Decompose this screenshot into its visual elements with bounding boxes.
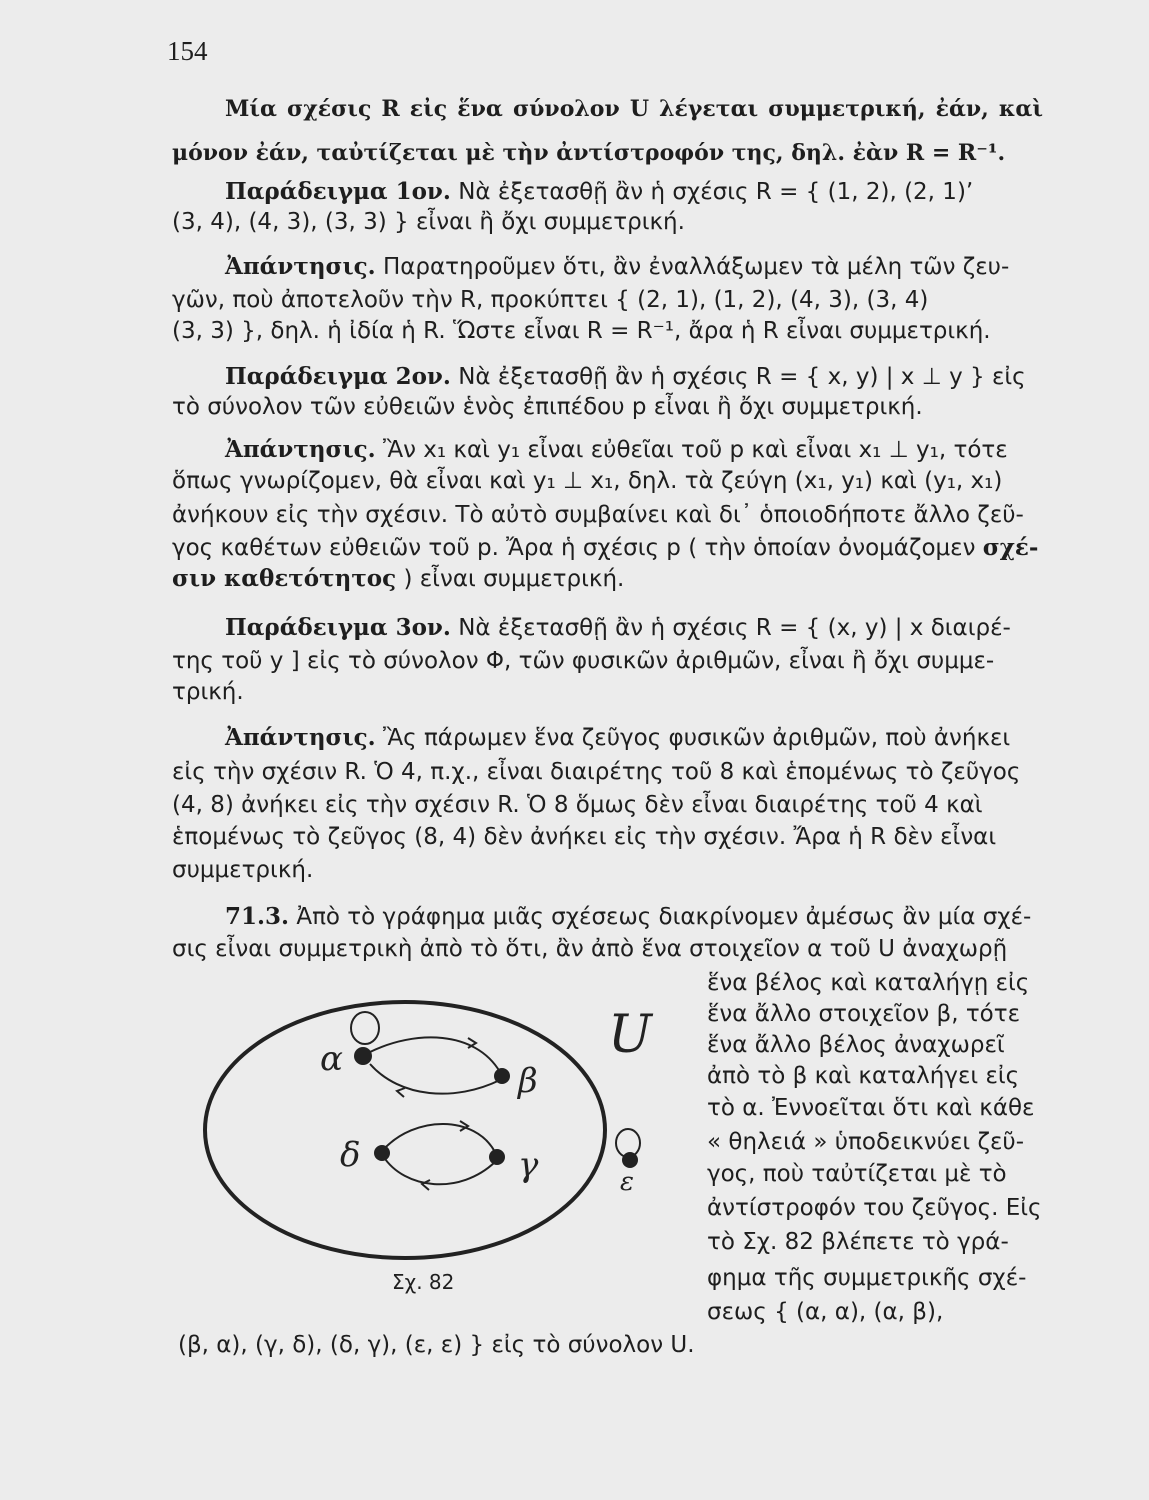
node-delta xyxy=(374,1145,390,1161)
example-1-answer-line-2: γῶν, ποὺ ἀποτελοῦν τὴν R, προκύπτει { (2, 1), (1, 2), (4, 3), (3, 4) xyxy=(172,287,929,313)
example-3-answer-text-1: Ἂς πάρωμεν ἕνα ζεῦγος φυσικῶν ἀριθμῶν, ποὺ ἀνήκει xyxy=(382,725,1011,751)
example-3-line-1 xyxy=(225,613,1043,643)
example-1-line-1 xyxy=(225,177,1043,207)
example-3-line-2: της τοῦ y ] εἰς τὸ σύνολον Φ, τῶν φυσικῶν ἀριθμῶν, εἶναι ἢ ὄχι συμμε- xyxy=(172,648,995,674)
label-alpha: α xyxy=(320,1039,343,1079)
section-col-line: γος, ποὺ ταὐτίζεται μὲ τὸ xyxy=(707,1161,1007,1187)
example-2-answer-text-4a: γος καθέτων εὐθειῶν τοῦ p. Ἄρα ἡ σχέσις p ( τὴν ὁποίαν ὀνομάζομεν xyxy=(172,535,976,561)
example-2-answer-line-1 xyxy=(225,435,1043,465)
arrow-alpha-beta xyxy=(370,1037,500,1072)
example-2-line-1 xyxy=(225,362,1043,392)
example-1-answer-heading: Ἀπάντησις. xyxy=(225,253,376,280)
example-3-answer-heading: Ἀπάντησις. xyxy=(225,724,376,751)
example-2-answer-text-4b: σχέ- xyxy=(982,534,1039,561)
node-gamma xyxy=(489,1149,505,1165)
node-beta xyxy=(494,1068,510,1084)
example-2-text-1: Νὰ ἐξετασθῇ ἂν ἡ σχέσις R = { x, y) | x ⊥ y } εἰς xyxy=(458,364,1026,390)
example-1-answer-text-1: Παρατηροῦμεν ὅτι, ἂν ἐναλλάξωμεν τὰ μέλη τῶν ζευ- xyxy=(382,254,1010,280)
example-2-answer-text-5b: ) εἶναι συμμετρική. xyxy=(403,566,625,592)
section-col-line: ἀντίστροφόν του ζεῦγος. Εἰς xyxy=(707,1195,1042,1221)
arrow-gamma-delta xyxy=(383,1156,495,1184)
example-2-answer-heading: Ἀπάντησις. xyxy=(225,436,376,463)
section-last-line: (β, α), (γ, δ), (δ, γ), (ε, ε) } εἰς τὸ σύνολον U. xyxy=(178,1332,695,1358)
node-alpha xyxy=(354,1047,372,1065)
example-2-answer-line-2: ὅπως γνωρίζομεν, θὰ εἶναι καὶ y₁ ⊥ x₁, δηλ. τὰ ζεύγη (x₁, y₁) καὶ (y₁, x₁) xyxy=(172,468,1003,494)
example-2-heading: Παράδειγμα 2ον. xyxy=(225,363,451,390)
example-2-line-2: τὸ σύνολον τῶν εὐθειῶν ἑνὸς ἐπιπέδου p εἶναι ἢ ὄχι συμμετρική. xyxy=(172,394,923,420)
definition-line-2: μόνον ἐάν, ταὐτίζεται μὲ τὴν ἀντίστροφόν της, δηλ. ἐὰν R = R⁻¹. xyxy=(172,140,1006,166)
example-2-answer-line-4 xyxy=(172,533,1043,563)
arrow-head xyxy=(397,1088,405,1097)
section-col-line: ἕνα ἄλλο στοιχεῖον β, τότε xyxy=(707,1001,1021,1027)
arrow-beta-alpha xyxy=(370,1064,500,1094)
section-col-line: ἕνα βέλος καὶ καταλήγῃ εἰς xyxy=(707,970,1030,996)
example-3-answer-line-1 xyxy=(225,723,1043,753)
example-3-heading: Παράδειγμα 3ον. xyxy=(225,614,451,641)
example-1-heading: Παράδειγμα 1ον. xyxy=(225,178,451,205)
example-2-answer-text-1: Ἂν x₁ καὶ y₁ εἶναι εὐθεῖαι τοῦ p καὶ εἶναι x₁ ⊥ y₁, τότε xyxy=(382,437,1008,463)
example-1-text-1: Νὰ ἐξετασθῇ ἂν ἡ σχέσις R = { (1, 2), (2, 1)ʼ xyxy=(458,179,974,205)
example-1-answer-line-3: (3, 3) }, δηλ. ἡ ἰδία ἡ R. Ὥστε εἶναι R = R⁻¹, ἄρα ἡ R εἶναι συμμετρική. xyxy=(172,318,991,344)
relation-graph-figure xyxy=(200,990,680,1260)
section-col-line: φημα τῆς συμμετρικῆς σχέ- xyxy=(707,1265,1027,1291)
section-line-2: σις εἶναι συμμετρικὴ ἀπὸ τὸ ὅτι, ἂν ἀπὸ ἕνα στοιχεῖον α τοῦ U ἀναχωρῇ xyxy=(172,936,1008,962)
page-number: 154 xyxy=(167,36,208,66)
example-3-line-3: τρική. xyxy=(172,679,244,705)
example-3-answer-line-5: συμμετρική. xyxy=(172,857,314,883)
section-col-line: ἀπὸ τὸ β καὶ καταλήγει εἰς xyxy=(707,1063,1020,1089)
figure-caption: Σχ. 82 xyxy=(392,1270,455,1294)
example-2-answer-line-5 xyxy=(172,564,1043,594)
example-1-line-2: (3, 4), (4, 3), (3, 3) } εἶναι ἢ ὄχι συμμετρική. xyxy=(172,209,685,235)
example-3-text-1: Νὰ ἐξετασθῇ ἂν ἡ σχέσις R = { (x, y) | x διαιρέ- xyxy=(458,615,1011,641)
example-3-answer-line-3: (4, 8) ἀνήκει εἰς τὴν σχέσιν R. Ὁ 8 ὅμως δὲν εἶναι διαιρέτης τοῦ 4 καὶ xyxy=(172,792,983,818)
label-gamma: γ xyxy=(518,1145,539,1185)
example-3-answer-line-4: ἑπομένως τὸ ζεῦγος (8, 4) δὲν ἀνήκει εἰς τὴν σχέσιν. Ἄρα ἡ R δὲν εἶναι xyxy=(172,824,997,850)
example-2-answer-line-3: ἀνήκουν εἰς τὴν σχέσιν. Τὸ αὐτὸ συμβαίνει καὶ δι᾿ ὁποιοδήποτε ἄλλο ζεῦ- xyxy=(172,502,1024,528)
arrow-delta-gamma xyxy=(383,1124,495,1152)
section-col-line: « θηλειά » ὑποδεικνύει ζεῦ- xyxy=(707,1129,1025,1155)
node-epsilon xyxy=(622,1152,638,1168)
section-line-1 xyxy=(225,902,1043,932)
section-col-line: τὸ α. Ἐννοεῖται ὅτι καὶ κάθε xyxy=(707,1095,1035,1121)
example-1-answer-line-1 xyxy=(225,252,1043,282)
definition-line-1: Μία σχέσις R εἰς ἕνα σύνολον U λέγεται συμμετρική, ἐάν, καὶ xyxy=(225,96,1043,122)
section-col-line: σεως { (α, α), (α, β), xyxy=(707,1299,944,1325)
section-col-line: ἕνα ἄλλο βέλος ἀναχωρεῖ xyxy=(707,1032,1005,1058)
alpha-loop xyxy=(351,1012,379,1044)
label-epsilon: ε xyxy=(620,1167,634,1197)
example-3-answer-line-2: εἰς τὴν σχέσιν R. Ὁ 4, π.χ., εἶναι διαιρέτης τοῦ 8 καὶ ἑπομένως τὸ ζεῦγος xyxy=(172,759,1021,785)
label-beta: β xyxy=(518,1061,538,1101)
label-delta: δ xyxy=(340,1135,361,1175)
section-number: 71.3. xyxy=(225,903,290,930)
example-2-answer-text-5a: σιν καθετότητος xyxy=(172,565,397,592)
section-col-line: τὸ Σχ. 82 βλέπετε τὸ γρά- xyxy=(707,1229,1009,1255)
arrow-head xyxy=(422,1180,430,1190)
section-text-1: Ἀπὸ τὸ γράφημα μιᾶς σχέσεως διακρίνομεν ἀμέσως ἂν μία σχέ- xyxy=(296,904,1032,930)
set-u-label: U xyxy=(608,1005,652,1065)
